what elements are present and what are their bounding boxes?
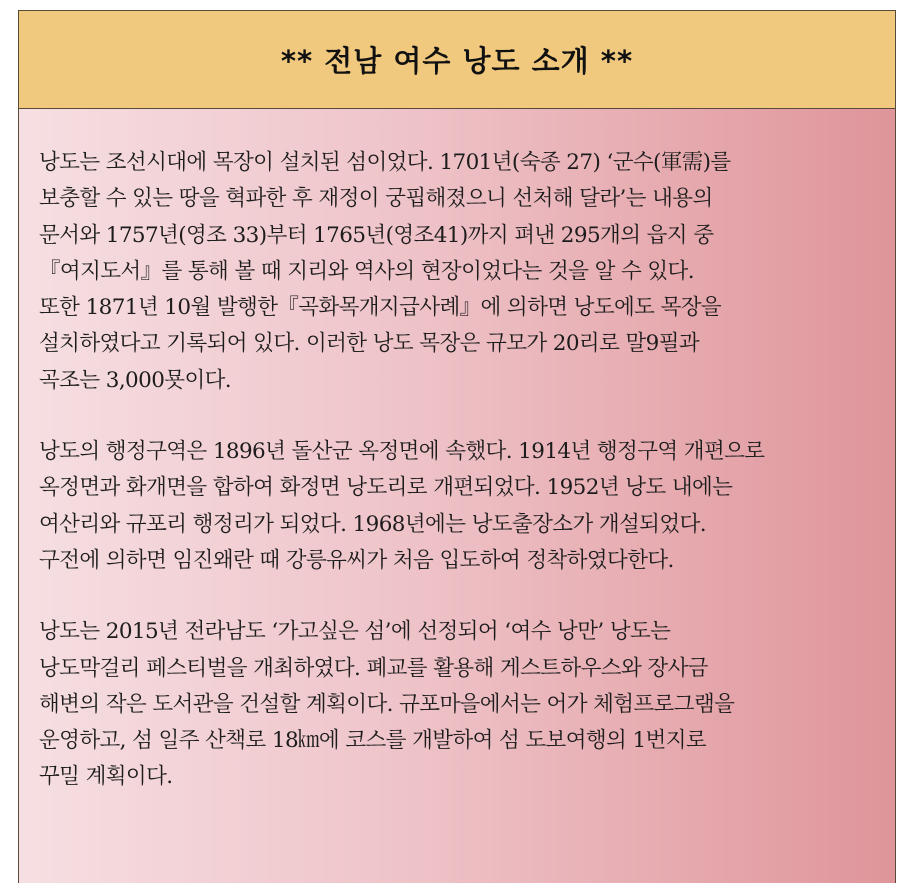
text-line: 『여지도서』를 통해 볼 때 지리와 역사의 현장이었다는 것을 알 수 있다. — [39, 258, 694, 284]
paragraph-tourism — [39, 614, 895, 795]
text-line: 낭도막걸리 페스티벌을 개최하였다. 폐교를 활용해 게스트하우스와 장사금 — [39, 655, 708, 681]
text-line: 여산리와 규포리 행정리가 되었다. 1968년에는 낭도출장소가 개설되었다. — [39, 511, 706, 537]
content-area — [19, 109, 895, 883]
text-line: 설치하였다고 기록되어 있다. 이러한 낭도 목장은 규모가 20리로 말9필과 — [39, 331, 700, 357]
text-line: 꾸밀 계획이다. — [39, 764, 173, 790]
paragraph-history — [39, 145, 895, 399]
text-line: 낭도는 조선시대에 목장이 설치된 섬이었다. 1701년(숙종 27) ‘군수(軍需)를 — [39, 150, 731, 175]
text-line: 옥정면과 화개면을 합하여 화정면 낭도리로 개편되었다. 1952년 낭도 내에는 — [39, 475, 733, 501]
text-line: 해변의 작은 도서관을 건설할 계획이다. 규포마을에서는 어가 체험프로그램을 — [39, 691, 735, 717]
text-line: 운영하고, 섬 일주 산책로 18㎞에 코스를 개발하여 섬 도보여행의 1번지로 — [39, 728, 707, 754]
text-line: 문서와 1757년(영조 33)부터 1765년(영조41)까지 펴낸 295개의 읍지 중 — [39, 222, 714, 248]
text-line: 구전에 의하면 임진왜란 때 강릉유씨가 처음 입도하여 정착하였다한다. — [39, 547, 674, 573]
text-line: 또한 1871년 10월 발행한『곡화목개지급사례』에 의하면 낭도에도 목장을 — [39, 295, 722, 321]
text-line: 낭도의 행정구역은 1896년 돌산군 옥정면에 속했다. 1914년 행정구역 개편으로 — [39, 439, 765, 465]
paragraph-administration — [39, 434, 895, 579]
text-line: 보충할 수 있는 땅을 혁파한 후 재정이 궁핍해졌으니 선처해 달라’는 내용의 — [39, 186, 713, 212]
text-line: 곡조는 3,000묫이다. — [39, 367, 232, 393]
title-banner — [19, 11, 895, 109]
page-title: ** 전남 여수 낭도 소개 ** — [280, 44, 634, 78]
text-line: 낭도는 2015년 전라남도 ‘가고싶은 섬’에 선정되어 ‘여수 낭만’ 낭도는 — [39, 619, 671, 645]
document-frame — [18, 10, 896, 883]
